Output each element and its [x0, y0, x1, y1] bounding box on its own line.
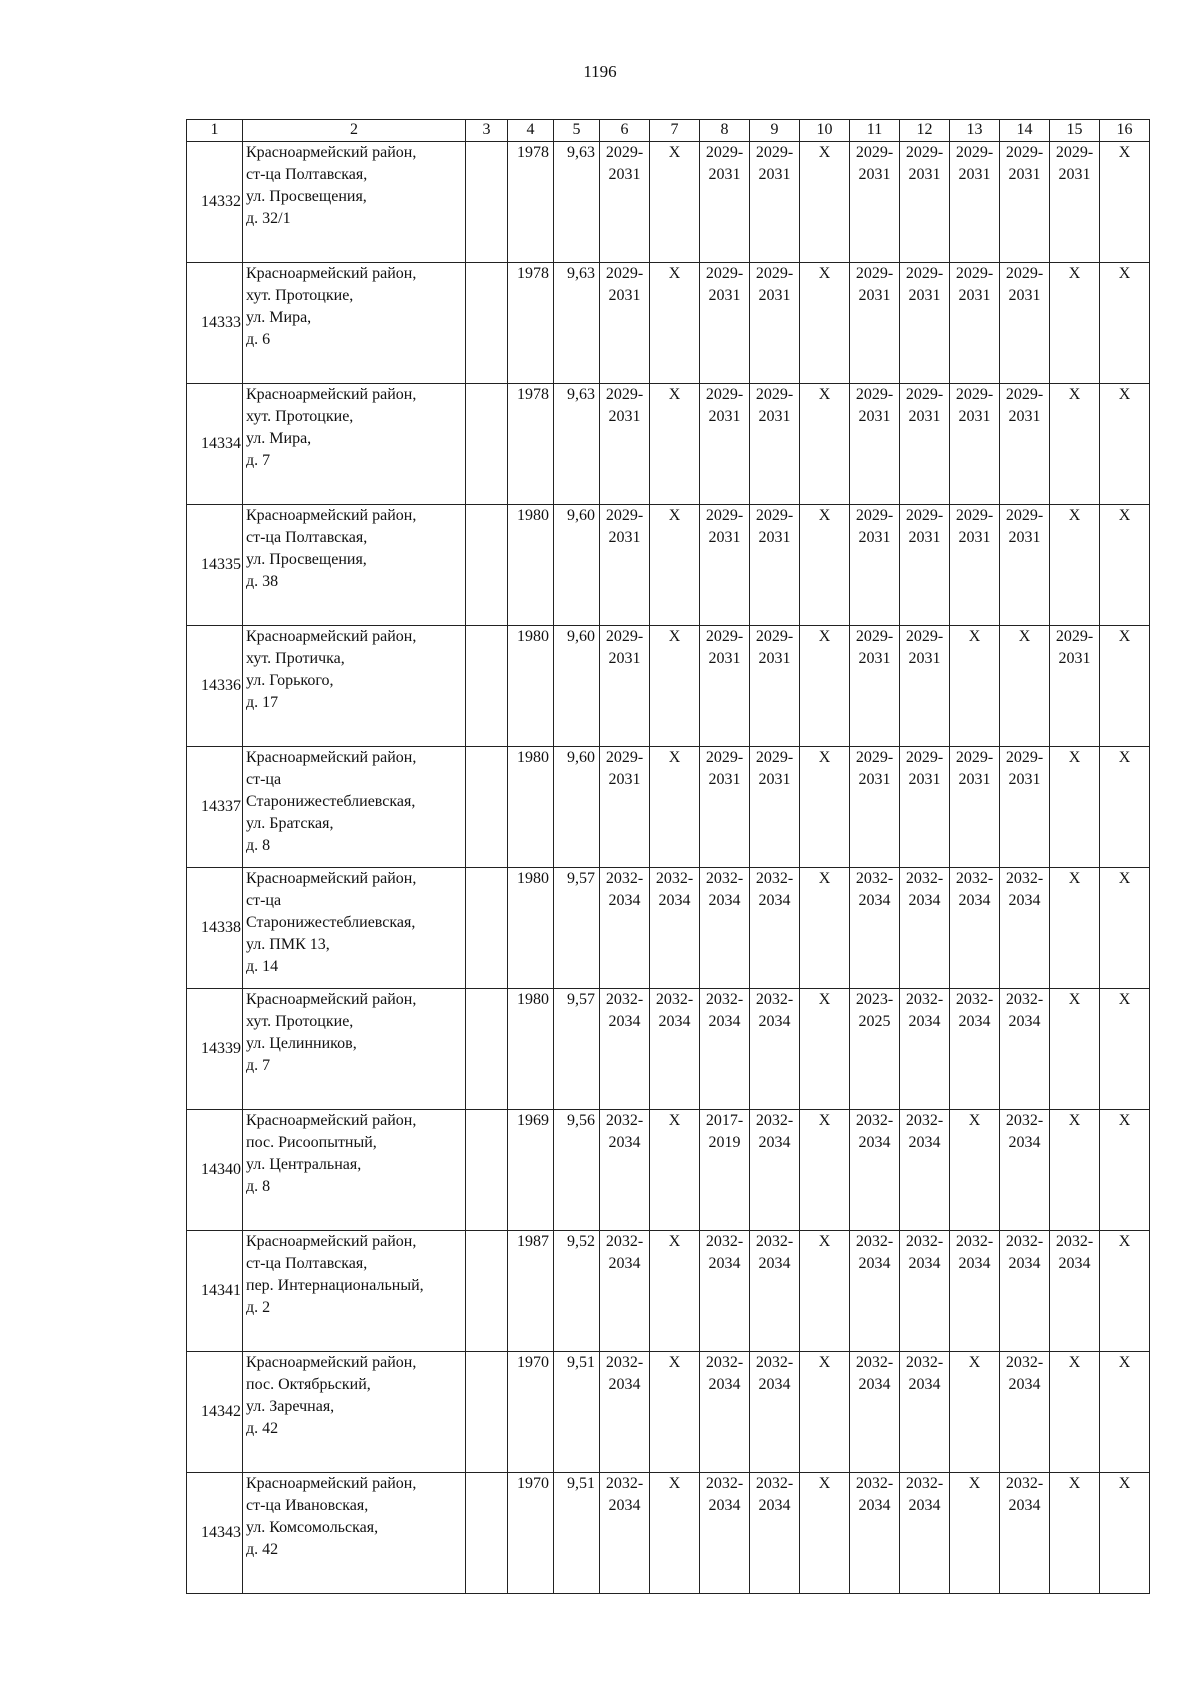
record-id-cell: 14343 [187, 1473, 243, 1594]
column-header-3: 3 [466, 120, 508, 142]
column-header-5: 5 [554, 120, 600, 142]
year-cell: 1978 [508, 142, 554, 263]
period-cell: 2029- 2031 [950, 263, 1000, 384]
period-cell: 2029- 2031 [750, 263, 800, 384]
year-cell: 1978 [508, 263, 554, 384]
period-cell: X [800, 626, 850, 747]
table-row [187, 263, 1150, 384]
year-cell: 1980 [508, 505, 554, 626]
period-cell: 2032- 2034 [750, 1473, 800, 1594]
period-cell: 2032- 2034 [600, 1352, 650, 1473]
year-cell: 1980 [508, 747, 554, 868]
value-cell: 9,51 [554, 1352, 600, 1473]
period-cell: 2029- 2031 [850, 505, 900, 626]
period-cell: 2032- 2034 [950, 989, 1000, 1110]
period-cell: 2032- 2034 [850, 1473, 900, 1594]
address-cell: Красноармейский район, пос. Рисоопытный, ул. Центральная, д. 8 [243, 1110, 466, 1231]
period-cell: X [1100, 626, 1150, 747]
column-3-cell [466, 1110, 508, 1231]
period-cell: 2032- 2034 [950, 868, 1000, 989]
period-cell: 2032- 2034 [1000, 868, 1050, 989]
period-cell: X [650, 505, 700, 626]
period-cell: 2029- 2031 [700, 747, 750, 868]
value-cell: 9,57 [554, 989, 600, 1110]
period-cell: 2029- 2031 [750, 142, 800, 263]
period-cell: 2032- 2034 [600, 1473, 650, 1594]
period-cell: 2029- 2031 [1000, 747, 1050, 868]
period-cell: 2029- 2031 [900, 384, 950, 505]
period-cell: X [650, 1352, 700, 1473]
period-cell: X [1100, 263, 1150, 384]
record-id-cell: 14337 [187, 747, 243, 868]
period-cell: 2032- 2034 [750, 989, 800, 1110]
period-cell: X [800, 989, 850, 1110]
period-cell: 2029- 2031 [850, 626, 900, 747]
column-3-cell [466, 384, 508, 505]
table-row [187, 747, 1150, 868]
period-cell: 2032- 2034 [650, 989, 700, 1110]
period-cell: 2032- 2034 [850, 868, 900, 989]
record-id-cell: 14333 [187, 263, 243, 384]
table-body [187, 120, 1150, 1594]
period-cell: 2029- 2031 [850, 142, 900, 263]
period-cell: 2032- 2034 [1000, 1352, 1050, 1473]
address-cell: Красноармейский район, ст-ца Ивановская, ул. Комсомольская, д. 42 [243, 1473, 466, 1594]
period-cell: 2032- 2034 [700, 868, 750, 989]
period-cell: 2029- 2031 [750, 505, 800, 626]
period-cell: X [1100, 142, 1150, 263]
period-cell: 2032- 2034 [900, 1473, 950, 1594]
period-cell: 2029- 2031 [700, 263, 750, 384]
period-cell: 2029- 2031 [600, 747, 650, 868]
period-cell: 2032- 2034 [900, 868, 950, 989]
table-row [187, 142, 1150, 263]
period-cell: X [950, 1473, 1000, 1594]
column-header-10: 10 [800, 120, 850, 142]
period-cell: 2032- 2034 [1000, 1110, 1050, 1231]
period-cell: 2032- 2034 [1000, 1231, 1050, 1352]
period-cell: 2032- 2034 [700, 989, 750, 1110]
period-cell: 2032- 2034 [900, 1231, 950, 1352]
period-cell: X [1050, 989, 1100, 1110]
period-cell: 2017- 2019 [700, 1110, 750, 1231]
period-cell: X [800, 1110, 850, 1231]
table-row [187, 1352, 1150, 1473]
period-cell: X [1100, 384, 1150, 505]
period-cell: 2029- 2031 [950, 505, 1000, 626]
period-cell: 2029- 2031 [600, 384, 650, 505]
value-cell: 9,60 [554, 626, 600, 747]
period-cell: 2032- 2034 [750, 1110, 800, 1231]
period-cell: 2032- 2034 [1000, 989, 1050, 1110]
column-header-11: 11 [850, 120, 900, 142]
period-cell: 2032- 2034 [900, 1110, 950, 1231]
address-cell: Красноармейский район, хут. Протичка, ул. Горького, д. 17 [243, 626, 466, 747]
period-cell: X [800, 1352, 850, 1473]
period-cell: X [1100, 1473, 1150, 1594]
period-cell: 2029- 2031 [600, 142, 650, 263]
period-cell: X [800, 263, 850, 384]
period-cell: X [800, 747, 850, 868]
address-cell: Красноармейский район, ст-ца Старонижестеблиевская, ул. ПМК 13, д. 14 [243, 868, 466, 989]
period-cell: X [1050, 505, 1100, 626]
period-cell: 2032- 2034 [750, 868, 800, 989]
period-cell: X [650, 142, 700, 263]
column-3-cell [466, 989, 508, 1110]
period-cell: 2032- 2034 [850, 1231, 900, 1352]
period-cell: 2029- 2031 [950, 747, 1000, 868]
period-cell: 2032- 2034 [600, 989, 650, 1110]
table-row [187, 626, 1150, 747]
table-row [187, 1110, 1150, 1231]
record-id-cell: 14338 [187, 868, 243, 989]
period-cell: 2029- 2031 [700, 626, 750, 747]
period-cell: 2029- 2031 [700, 142, 750, 263]
period-cell: 2032- 2034 [1050, 1231, 1100, 1352]
value-cell: 9,51 [554, 1473, 600, 1594]
period-cell: 2032- 2034 [700, 1231, 750, 1352]
table-row [187, 384, 1150, 505]
period-cell: 2029- 2031 [750, 384, 800, 505]
period-cell: 2029- 2031 [900, 263, 950, 384]
period-cell: 2029- 2031 [900, 505, 950, 626]
register-table [186, 119, 1150, 1594]
column-header-15: 15 [1050, 120, 1100, 142]
period-cell: 2029- 2031 [1050, 626, 1100, 747]
value-cell: 9,52 [554, 1231, 600, 1352]
record-id-cell: 14332 [187, 142, 243, 263]
period-cell: 2029- 2031 [1000, 384, 1050, 505]
period-cell: X [800, 868, 850, 989]
value-cell: 9,63 [554, 384, 600, 505]
column-header-13: 13 [950, 120, 1000, 142]
period-cell: 2023- 2025 [850, 989, 900, 1110]
column-header-14: 14 [1000, 120, 1050, 142]
period-cell: 2032- 2034 [700, 1473, 750, 1594]
period-cell: X [650, 263, 700, 384]
period-cell: X [800, 1473, 850, 1594]
year-cell: 1970 [508, 1352, 554, 1473]
period-cell: X [1050, 1110, 1100, 1231]
record-id-cell: 14335 [187, 505, 243, 626]
value-cell: 9,56 [554, 1110, 600, 1231]
column-header-9: 9 [750, 120, 800, 142]
period-cell: 2032- 2034 [600, 868, 650, 989]
value-cell: 9,63 [554, 142, 600, 263]
period-cell: X [1100, 1352, 1150, 1473]
period-cell: X [950, 1110, 1000, 1231]
column-header-16: 16 [1100, 120, 1150, 142]
address-cell: Красноармейский район, пос. Октябрьский, ул. Заречная, д. 42 [243, 1352, 466, 1473]
period-cell: 2029- 2031 [1000, 142, 1050, 263]
address-cell: Красноармейский район, хут. Протоцкие, ул. Целинников, д. 7 [243, 989, 466, 1110]
period-cell: 2029- 2031 [950, 384, 1000, 505]
period-cell: X [1100, 1231, 1150, 1352]
table-row [187, 1473, 1150, 1594]
column-3-cell [466, 263, 508, 384]
column-header-8: 8 [700, 120, 750, 142]
year-cell: 1987 [508, 1231, 554, 1352]
period-cell: 2029- 2031 [850, 747, 900, 868]
year-cell: 1970 [508, 1473, 554, 1594]
value-cell: 9,63 [554, 263, 600, 384]
period-cell: X [1100, 505, 1150, 626]
period-cell: 2029- 2031 [700, 505, 750, 626]
table-row [187, 868, 1150, 989]
column-header-12: 12 [900, 120, 950, 142]
record-id-cell: 14341 [187, 1231, 243, 1352]
period-cell: 2029- 2031 [750, 747, 800, 868]
year-cell: 1969 [508, 1110, 554, 1231]
table-row [187, 505, 1150, 626]
period-cell: 2029- 2031 [950, 142, 1000, 263]
address-cell: Красноармейский район, ст-ца Старонижестеблиевская, ул. Братская, д. 8 [243, 747, 466, 868]
column-3-cell [466, 747, 508, 868]
period-cell: 2032- 2034 [750, 1352, 800, 1473]
period-cell: 2032- 2034 [600, 1231, 650, 1352]
column-3-cell [466, 1231, 508, 1352]
column-3-cell [466, 868, 508, 989]
period-cell: X [1050, 263, 1100, 384]
record-id-cell: 14334 [187, 384, 243, 505]
period-cell: 2029- 2031 [1050, 142, 1100, 263]
period-cell: X [800, 505, 850, 626]
period-cell: X [1050, 1473, 1100, 1594]
period-cell: 2032- 2034 [600, 1110, 650, 1231]
period-cell: 2029- 2031 [600, 626, 650, 747]
column-number-row [187, 120, 1150, 142]
period-cell: 2032- 2034 [950, 1231, 1000, 1352]
period-cell: X [650, 747, 700, 868]
value-cell: 9,60 [554, 505, 600, 626]
period-cell: 2032- 2034 [650, 868, 700, 989]
year-cell: 1980 [508, 989, 554, 1110]
record-id-cell: 14339 [187, 989, 243, 1110]
period-cell: 2032- 2034 [700, 1352, 750, 1473]
period-cell: 2032- 2034 [850, 1352, 900, 1473]
address-cell: Красноармейский район, хут. Протоцкие, ул. Мира, д. 7 [243, 384, 466, 505]
period-cell: X [1050, 1352, 1100, 1473]
period-cell: 2029- 2031 [900, 626, 950, 747]
period-cell: X [800, 142, 850, 263]
period-cell: X [650, 1110, 700, 1231]
table-row [187, 989, 1150, 1110]
period-cell: 2029- 2031 [600, 505, 650, 626]
address-cell: Красноармейский район, ст-ца Полтавская, пер. Интернациональный, д. 2 [243, 1231, 466, 1352]
value-cell: 9,57 [554, 868, 600, 989]
address-cell: Красноармейский район, ст-ца Полтавская, ул. Просвещения, д. 32/1 [243, 142, 466, 263]
period-cell: 2029- 2031 [900, 747, 950, 868]
period-cell: 2029- 2031 [600, 263, 650, 384]
period-cell: X [1050, 384, 1100, 505]
column-header-2: 2 [243, 120, 466, 142]
period-cell: X [800, 384, 850, 505]
table-row [187, 1231, 1150, 1352]
period-cell: 2029- 2031 [850, 384, 900, 505]
year-cell: 1980 [508, 626, 554, 747]
period-cell: X [1050, 868, 1100, 989]
period-cell: 2029- 2031 [700, 384, 750, 505]
column-header-6: 6 [600, 120, 650, 142]
period-cell: X [1100, 747, 1150, 868]
column-header-7: 7 [650, 120, 700, 142]
period-cell: 2032- 2034 [900, 989, 950, 1110]
period-cell: X [650, 1473, 700, 1594]
column-header-4: 4 [508, 120, 554, 142]
record-id-cell: 14340 [187, 1110, 243, 1231]
period-cell: X [650, 1231, 700, 1352]
period-cell: X [800, 1231, 850, 1352]
record-id-cell: 14336 [187, 626, 243, 747]
period-cell: 2029- 2031 [900, 142, 950, 263]
period-cell: X [650, 384, 700, 505]
period-cell: X [950, 1352, 1000, 1473]
period-cell: X [1000, 626, 1050, 747]
period-cell: 2029- 2031 [1000, 263, 1050, 384]
period-cell: X [1050, 747, 1100, 868]
address-cell: Красноармейский район, ст-ца Полтавская, ул. Просвещения, д. 38 [243, 505, 466, 626]
address-cell: Красноармейский район, хут. Протоцкие, ул. Мира, д. 6 [243, 263, 466, 384]
period-cell: X [1100, 1110, 1150, 1231]
value-cell: 9,60 [554, 747, 600, 868]
page-number: 1196 [583, 62, 617, 81]
column-3-cell [466, 142, 508, 263]
period-cell: 2029- 2031 [1000, 505, 1050, 626]
year-cell: 1980 [508, 868, 554, 989]
column-header-1: 1 [187, 120, 243, 142]
period-cell: X [1100, 989, 1150, 1110]
column-3-cell [466, 626, 508, 747]
period-cell: X [950, 626, 1000, 747]
period-cell: 2032- 2034 [1000, 1473, 1050, 1594]
period-cell: 2029- 2031 [750, 626, 800, 747]
period-cell: X [650, 626, 700, 747]
period-cell: 2032- 2034 [850, 1110, 900, 1231]
period-cell: 2029- 2031 [850, 263, 900, 384]
column-3-cell [466, 505, 508, 626]
period-cell: X [1100, 868, 1150, 989]
period-cell: 2032- 2034 [750, 1231, 800, 1352]
column-3-cell [466, 1352, 508, 1473]
column-3-cell [466, 1473, 508, 1594]
year-cell: 1978 [508, 384, 554, 505]
record-id-cell: 14342 [187, 1352, 243, 1473]
period-cell: 2032- 2034 [900, 1352, 950, 1473]
